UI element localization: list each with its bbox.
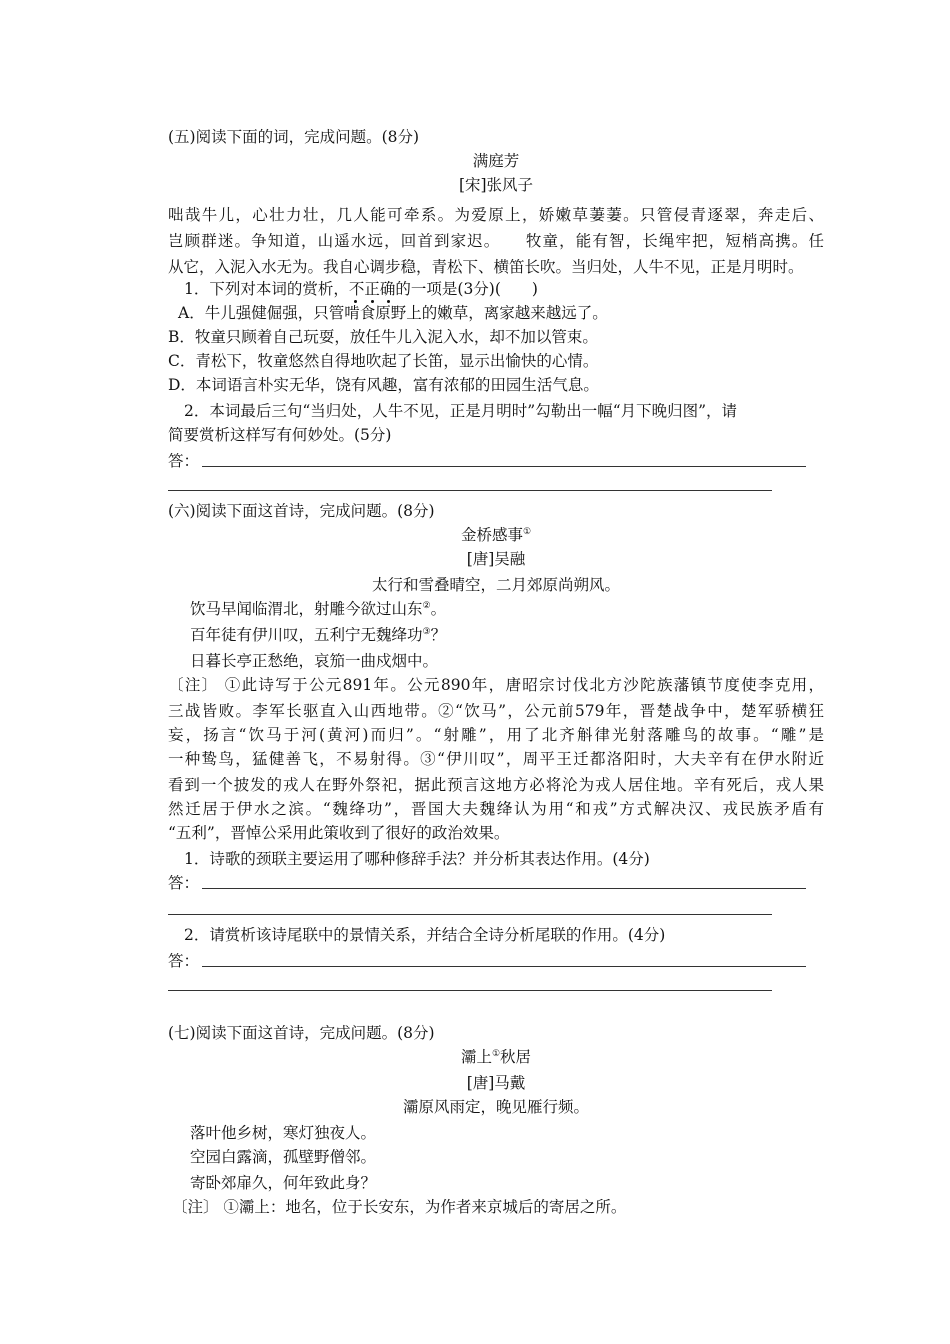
section-5-poem-line-3: 从它，入泥入水无为。我自心调步稳，青松下、横笛长吹。当归处，人牛不见，正是月明时。	[168, 258, 804, 276]
section-6-answer-label-1: 答：	[168, 874, 200, 892]
section-7-poem-line-3: 空园白露滴，孤壁野僧邻。	[190, 1148, 377, 1166]
answer-line[interactable]	[202, 466, 806, 467]
answer-line[interactable]	[168, 490, 772, 491]
option-a: A．牛儿强健倔强，只管啃食原野上的嫩草，离家越来越远了。	[178, 304, 608, 322]
section-7-poem-line-4: 寄卧郊扉久，何年致此身？	[190, 1174, 377, 1192]
section-5-heading: (五)阅读下面的词，完成问题。(8分)	[168, 128, 420, 146]
section-6-answer-label-2: 答：	[168, 952, 200, 970]
section-6-question-2: 2．请赏析该诗尾联中的景情关系，并结合全诗分析尾联的作用。(4分)	[184, 926, 666, 944]
section-7-note: 〔注〕 ①灞上：地名，位于长安东，为作者来京城后的寄居之所。	[172, 1198, 627, 1216]
section-6-note-line: 一种鸷鸟，猛健善飞，不易射得。③“伊川叹”，周平王迁都洛阳时，大夫辛有在伊水附近	[168, 750, 824, 768]
section-5-poem-title: 满庭芳	[472, 152, 520, 170]
section-5-poem-line-1: 咄哉牛儿，心壮力壮，几人能可牵系。为爱原上，娇嫩草萋萋。只管侵青逐翠，奔走后、	[168, 206, 824, 224]
section-6-note-line: “五利”，晋悼公采用此策收到了很好的政治效果。	[168, 824, 510, 842]
section-7-poem-author: [唐]马戴	[466, 1074, 526, 1092]
option-c: C．青松下，牧童悠然自得地吹起了长笛，显示出愉快的心情。	[168, 352, 599, 370]
section-6-poem-title: 金桥感事①	[460, 526, 532, 544]
section-6-question-1: 1．诗歌的颈联主要运用了哪种修辞手法？并分析其表达作用。(4分)	[184, 850, 650, 868]
section-6-heading: (六)阅读下面这首诗，完成问题。(8分)	[168, 502, 435, 520]
section-5-question-1	[184, 278, 538, 300]
section-6-poem-line-4: 日暮长亭正愁绝，哀笳一曲戍烟中。	[190, 652, 439, 670]
section-6-poem-line-3: 百年徒有伊川叹，五利宁无魏绛功③？	[190, 626, 447, 644]
section-6-note-line: 妄，扬言“饮马于河(黄河)而归”。“射雕”，用了北齐斛律光射落雕鸟的故事。“雕”是	[168, 726, 824, 744]
option-d: D．本词语言朴实无华，饶有风趣，富有浓郁的田园生活气息。	[168, 376, 599, 394]
section-7-poem-line-2: 落叶他乡树，寒灯独夜人。	[190, 1124, 377, 1142]
section-5-poem-line-2: 岂顾群迷。争知道，山遥水远，回首到家迟。 牧童，能有智，长绳牢把，短梢高携。任	[168, 232, 824, 250]
section-5-question-2-line-2: 简要赏析这样写有何妙处。(5分)	[168, 426, 392, 444]
section-7-poem-title: 灞上①秋居	[460, 1048, 532, 1066]
emphasis-dotted-text: 不正确	[349, 280, 396, 298]
section-5-poem-author: [宋]张风子	[458, 176, 534, 194]
answer-line[interactable]	[202, 888, 806, 889]
section-6-note-line: 三战皆败。李军长驱直入山西地带。②“饮马”，公元前579年，晋楚战争中，楚军骄横狂	[168, 702, 824, 720]
question-1-text-post: 的一项是(3分)( )	[395, 280, 538, 298]
section-7-heading: (七)阅读下面这首诗，完成问题。(8分)	[168, 1024, 435, 1042]
section-6-poem-author: [唐]吴融	[466, 550, 526, 568]
section-6-poem-line-2: 饮马早闻临渭北，射雕今欲过山东②。	[190, 600, 447, 618]
section-5-question-2-line-1: 2．本词最后三句“当归处，人牛不见，正是月明时”勾勒出一幅“月下晚归图”，请	[184, 402, 738, 420]
section-6-note-line: 看到一个披发的戎人在野外祭祀，据此预言这地方必将沦为戎人居住地。辛有死后，戎人果	[168, 776, 824, 794]
section-6-note-line: 然迁居于伊水之滨。“魏绛功”，晋国大夫魏绛认为用“和戎”方式解决汉、戎民族矛盾有	[168, 800, 824, 818]
section-6-note-line: 〔注〕 ①此诗写于公元891年。公元890年，唐昭宗讨伐北方沙陀族藩镇节度使李克用，	[168, 676, 824, 694]
question-1-text-pre: 1．下列对本词的赏析，	[184, 280, 349, 298]
option-b: B．牧童只顾着自己玩耍，放任牛儿入泥入水，却不加以管束。	[168, 328, 598, 346]
section-5-answer-label: 答：	[168, 452, 200, 470]
section-7-poem-line-1: 灞原风雨定，晚见雁行频。	[402, 1098, 589, 1116]
answer-line[interactable]	[168, 990, 772, 991]
answer-line[interactable]	[168, 914, 772, 915]
answer-line[interactable]	[202, 966, 806, 967]
section-6-poem-line-1: 太行和雪叠晴空，二月郊原尚朔风。	[371, 576, 620, 594]
